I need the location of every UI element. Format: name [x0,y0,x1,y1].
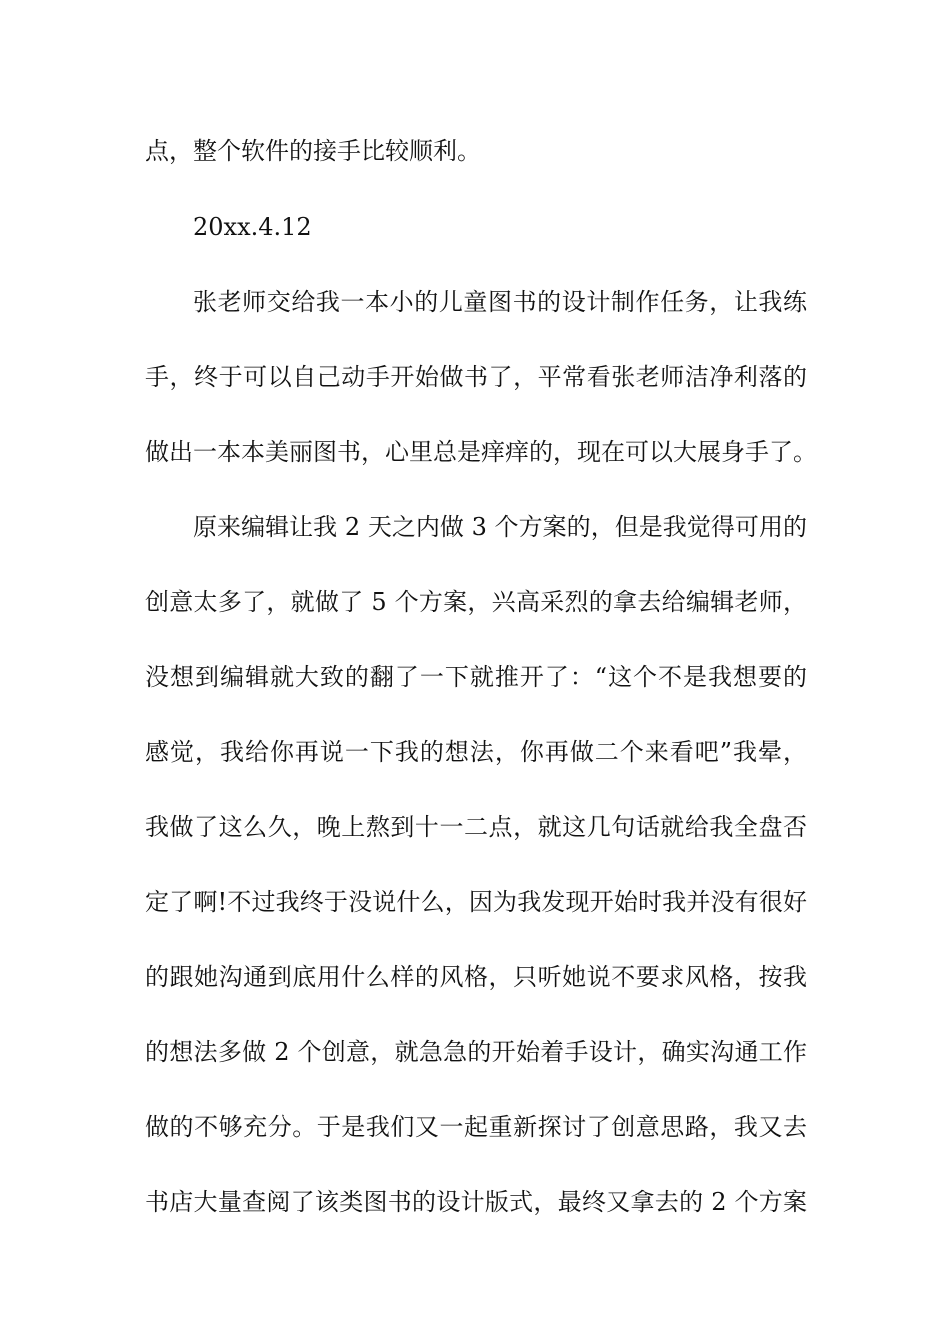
text-line-12: 的跟她沟通到底用什么样的风格，只听她说不要求风格，按我 [145,963,807,991]
text-line-14: 做的不够充分。于是我们又一起重新探讨了创意思路，我又去 [145,1113,807,1141]
text-line-13: 的想法多做 2 个创意，就急急的开始着手设计，确实沟通工作 [145,1038,807,1066]
text-line-3: 张老师交给我一本小的儿童图书的设计制作任务，让我练 [193,288,807,316]
text-line-6: 原来编辑让我 2 天之内做 3 个方案的，但是我觉得可用的 [193,513,807,541]
text-line-11: 定了啊!不过我终于没说什么，因为我发现开始时我并没有很好 [145,888,807,916]
text-line-5: 做出一本本美丽图书，心里总是痒痒的，现在可以大展身手了。 [145,438,817,466]
text-line-8: 没想到编辑就大致的翻了一下就推开了：“这个不是我想要的 [145,663,807,691]
text-line-9: 感觉，我给你再说一下我的想法，你再做二个来看吧”我晕， [145,738,807,766]
text-line-7: 创意太多了，就做了 5 个方案，兴高采烈的拿去给编辑老师， [145,588,807,616]
date-line: 20xx.4.12 [193,213,312,241]
text-line-10: 我做了这么久，晚上熬到十一二点，就这几句话就给我全盘否 [145,813,807,841]
text-line-4: 手，终于可以自己动手开始做书了，平常看张老师洁净利落的 [145,363,807,391]
text-line-15: 书店大量查阅了该类图书的设计版式，最终又拿去的 2 个方案 [145,1188,807,1216]
text-line-1: 点，整个软件的接手比较顺利。 [145,137,481,165]
